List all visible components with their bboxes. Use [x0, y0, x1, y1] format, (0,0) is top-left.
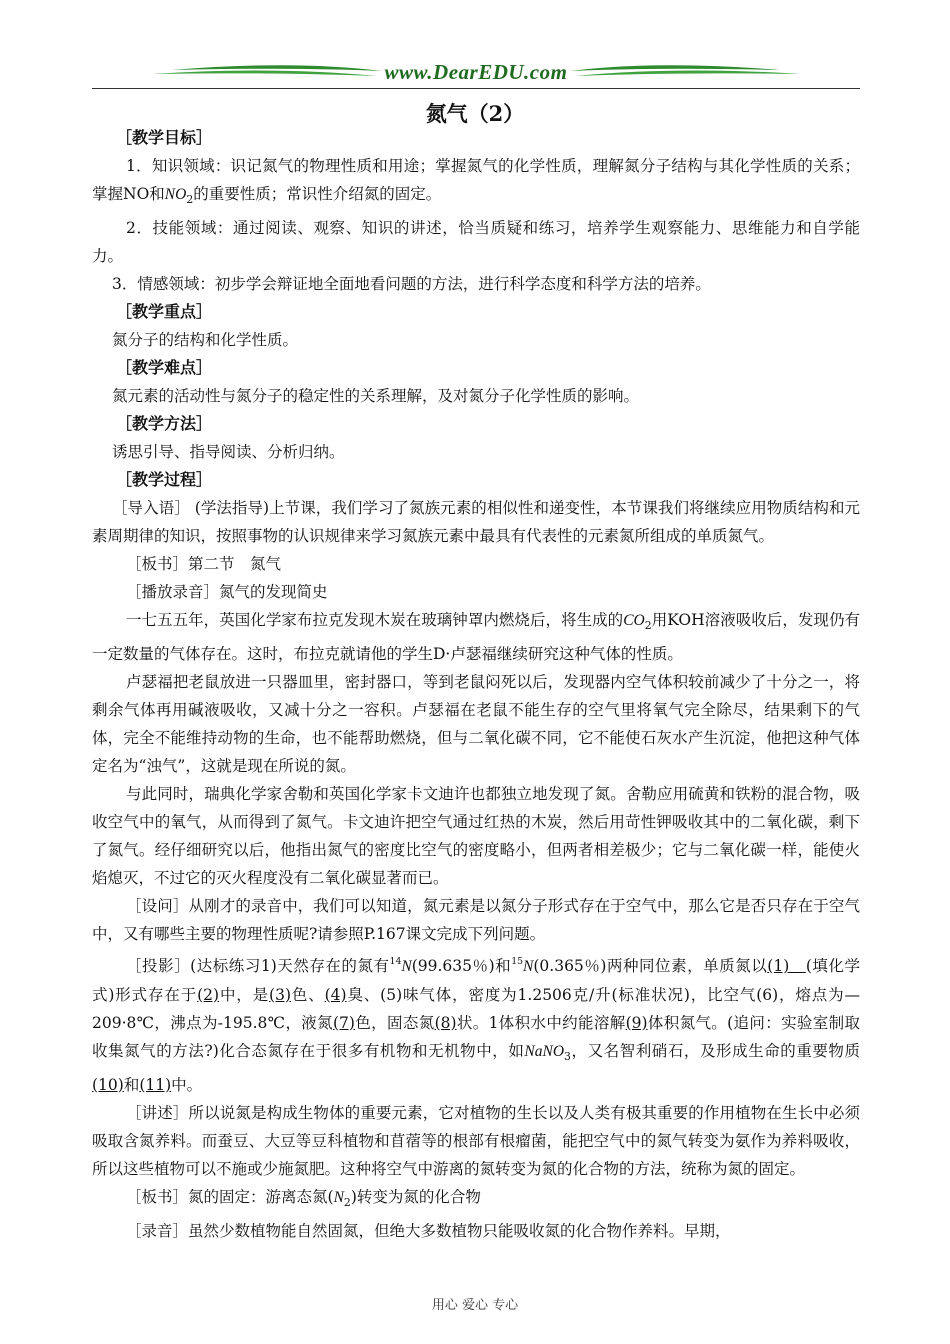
process-heading: ［教学过程］ [116, 470, 213, 489]
document-body [92, 124, 860, 1245]
blank-9: (9) [625, 1014, 648, 1032]
site-header [92, 58, 860, 88]
key-heading: ［教学重点］ [116, 302, 213, 321]
board-note-2: ［板书］氮的固定：游离态氮$(N_2)$转变为氮的化合物 [126, 1188, 481, 1209]
page-footer: 用心 爱心 专心 [431, 1298, 519, 1313]
blank-8: (8) [434, 1014, 457, 1032]
blank-1: (1) [767, 957, 806, 975]
intro-paragraph: ［导入语］ (学法指导)上节课，我们学习了氮族元素的相似性和递变性，本节课我们将继续应用物质结构和元素周期律的知识，按照事物的认识规律来学习氮族元素中最具有代表性的元素氮所组成的单质氮气。 [92, 499, 860, 545]
projection-exercise: ［投影］(达标练习1)天然存在的氮有$^{14}$N(99.635％)和$^{15}$N(0.365％)两种同位素，单质氮以(1) (填化学式)形式存在于(2)中，是(3)色、(4)臭、(5)味气体，密度为1.2506克/升(标准状况)，比空气(6)，熔点为—209·8℃，沸点为-195.8℃，液氮(7)色，固态氮(8)状。1体积水中约能溶解(9)体积氮气。(追问：实验室制取收集氮气的方法?)化合态氮存在于很多有机物和无机物中，如NaNO$_3$，又名智利硝石，及形成生命的重要物质(10)和(11)中。 [92, 956, 860, 1094]
blank-3: (3) [269, 986, 292, 1004]
header-divider [92, 88, 860, 89]
blank-10: (10) [92, 1076, 124, 1094]
key-text: 氮分子的结构和化学性质。 [112, 331, 299, 349]
history-paragraph-3: 与此同时，瑞典化学家舍勒和英国化学家卡文迪许也都独立地发现了氮。舍勒应用硫黄和铁粉的混合物，吸收空气中的氧气，从而得到了氮气。卡文迪许把空气通过红热的木炭，然后用苛性钾吸收其中的二氧化碳，剩下了氮气。经仔细研究以后，他指出氮气的密度比空气的密度略小，但两者相差极少；它与二氧化碳一样，能使火焰熄灭，不过它的灭火程度没有二氧化碳显著而已。 [92, 785, 860, 887]
blank-7: (7) [333, 1014, 355, 1032]
record-note-2: ［录音］虽然少数植物能自然固氮，但绝大多数植物只能吸收氮的化合物作养料。早期， [126, 1222, 731, 1240]
goal-3: 3．情感领域：初步学会辩证地全面地看问题的方法，进行科学态度和科学方法的培养。 [112, 275, 711, 293]
goal-2: 2．技能领域：通过阅读、观察、知识的讲述，恰当质疑和练习，培养学生观察能力、思维能力和自学能力。 [92, 219, 860, 265]
record-note-1: ［播放录音］氮气的发现简史 [126, 583, 328, 601]
board-note-1: ［板书］第二节 氮气 [126, 555, 282, 573]
explain-paragraph: ［讲述］所以说氮是构成生物体的重要元素，它对植物的生长以及人类有极其重要的作用植物在生长中必须吸取含氮养料。而蚕豆、大豆等豆科植物和苜蓿等的根部有根瘤菌，能把空气中的氮气转变为氨作为养料吸收，所以这些植物可以不施或少施氮肥。这种将空气中游离的氮转变为氮的化合物的方法，统称为氮的固定。 [92, 1104, 860, 1178]
blank-4: (4) [324, 986, 347, 1004]
blank-2: (2) [197, 986, 220, 1004]
page-title: 氮气（2） [425, 101, 525, 126]
site-logo: www.DearEDU.com [384, 60, 568, 84]
blank-11: (11) [139, 1076, 172, 1094]
goals-heading: ［教学目标］ [116, 128, 213, 147]
history-paragraph-2: 卢瑟福把老鼠放进一只器皿里，密封器口，等到老鼠闷死以后，发现器内空气体积较前减少了十分之一，将剩余气体再用碱液吸收，又减十分之一容积。卢瑟福在老鼠不能生存的空气里将氧气完全除尽，结果剩下的气体，完全不能维持动物的生命，也不能帮助燃烧，但与二氧化碳不同，它不能使石灰水产生沉淀，他把这种气体定名为“浊气”，这就是现在所说的氮。 [92, 673, 860, 775]
difficulty-text: 氮元素的活动性与氮分子的稳定性的关系理解，及对氮分子化学性质的影响。 [112, 387, 640, 405]
question-paragraph: ［设问］从刚才的录音中，我们可以知道，氮元素是以氮分子形式存在于空气中，那么它是否只存在于空气中，又有哪些主要的物理性质呢?请参照P.167课文完成下列问题。 [92, 897, 860, 943]
method-heading: ［教学方法］ [116, 414, 213, 433]
history-paragraph-1: 一七五五年，英国化学家布拉克发现木炭在玻璃钟罩内燃烧后，将生成的$CO_2$用KOH溶液吸收后，发现仍有一定数量的气体存在。这时，布拉克就请他的学生D·卢瑟福继续研究这种气体的性质。 [92, 611, 860, 663]
difficulty-heading: ［教学难点］ [116, 358, 213, 377]
method-text: 诱思引导、指导阅读、分析归纳。 [112, 443, 345, 461]
goal-1: 1．知识领域：识记氮气的物理性质和用途；掌握氮气的化学性质，理解氮分子结构与其化学性质的关系；掌握NO和$NO_2$的重要性质；常识性介绍氮的固定。 [92, 157, 860, 206]
